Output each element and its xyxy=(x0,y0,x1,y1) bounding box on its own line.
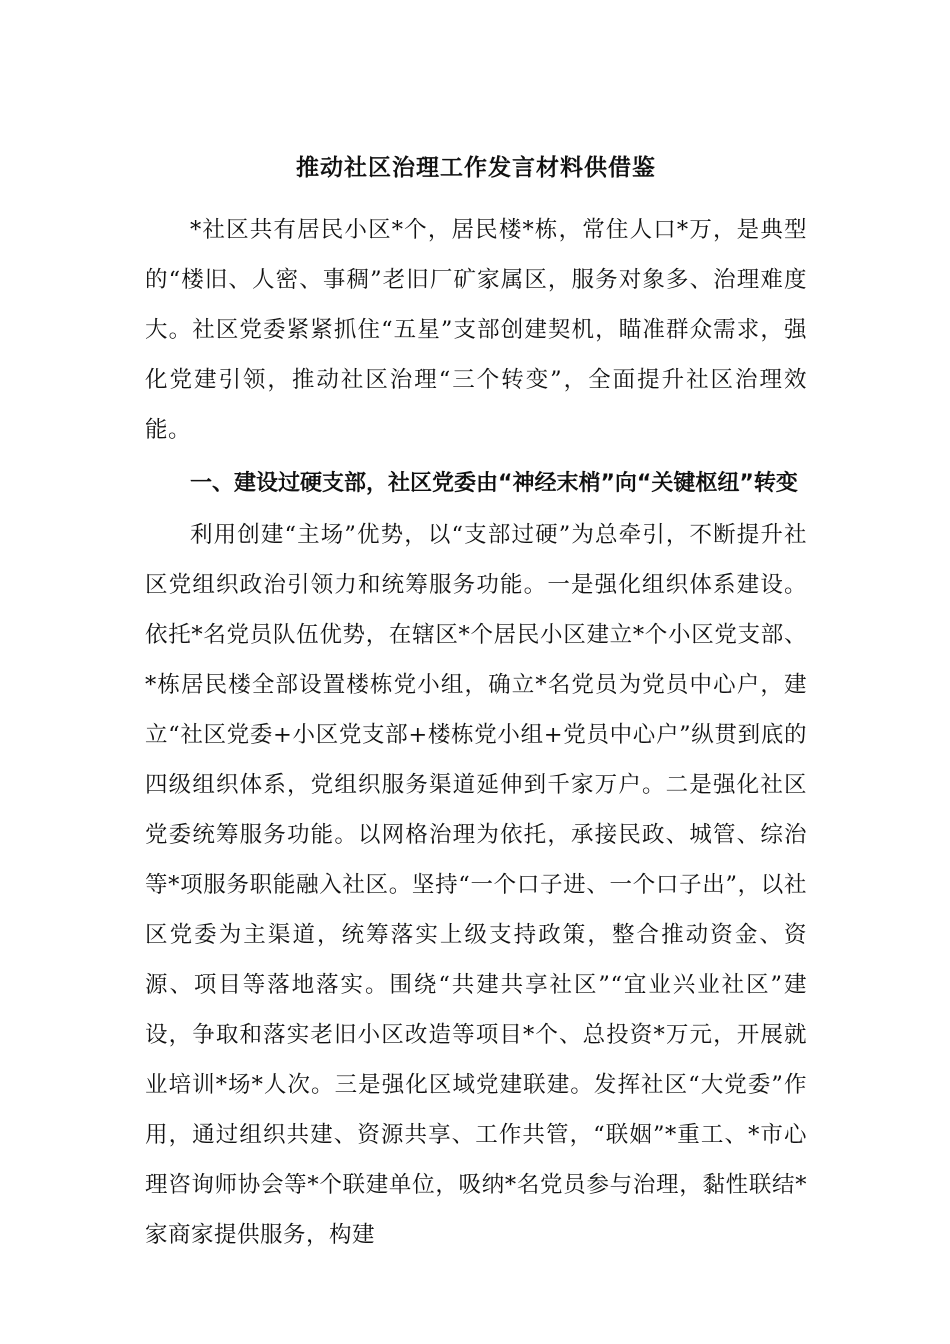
document-title: 推动社区治理工作发言材料供借鉴 xyxy=(296,155,656,181)
section-1-heading: 一、建设过硬支部，社区党委由“神经末梢”向“关键枢纽”转变 xyxy=(190,471,798,496)
intro-paragraph: *社区共有居民小区*个，居民楼*栋，常住人口*万，是典型的“楼旧、人密、事稠”老旧厂矿家属区，服务对象多、治理难度大。社区党委紧紧抓住“五星”支部创建契机，瞄准群众需求，强化党建引领，推动社区治理“三个转变”，全面提升社区治理效能。 xyxy=(145,217,807,443)
document-page xyxy=(145,148,807,1260)
section-1-body: 利用创建“主场”优势，以“支部过硬”为总牵引，不断提升社区党组织政治引领力和统筹服务功能。一是强化组织体系建设。依托*名党员队伍优势，在辖区*个居民小区建立*个小区党支部、*栋居民楼全部设置楼栋党小组，确立*名党员为党员中心户，建立“社区党委+小区党支部+楼栋党小组+党员中心户”纵贯到底的四级组织体系，党组织服务渠道延伸到千家万户。二是强化社区党委统筹服务功能。以网格治理为依托，承接民政、城管、综治等*项服务职能融入社区。坚持“一个口子进、一个口子出”，以社区党委为主渠道，统筹落实上级支持政策，整合推动资金、资源、项目等落地落实。围绕“共建共享社区”“宜业兴业社区”建设，争取和落实老旧小区改造等项目*个、总投资*万元，开展就业培训*场*人次。三是强化区域党建联建。发挥社区“大党委”作用，通过组织共建、资源共享、工作共管，“联姻”*重工、*市心理咨询师协会等*个联建单位，吸纳*名党员参与治理，黏性联结*家商家提供服务，构建 xyxy=(145,522,807,1248)
